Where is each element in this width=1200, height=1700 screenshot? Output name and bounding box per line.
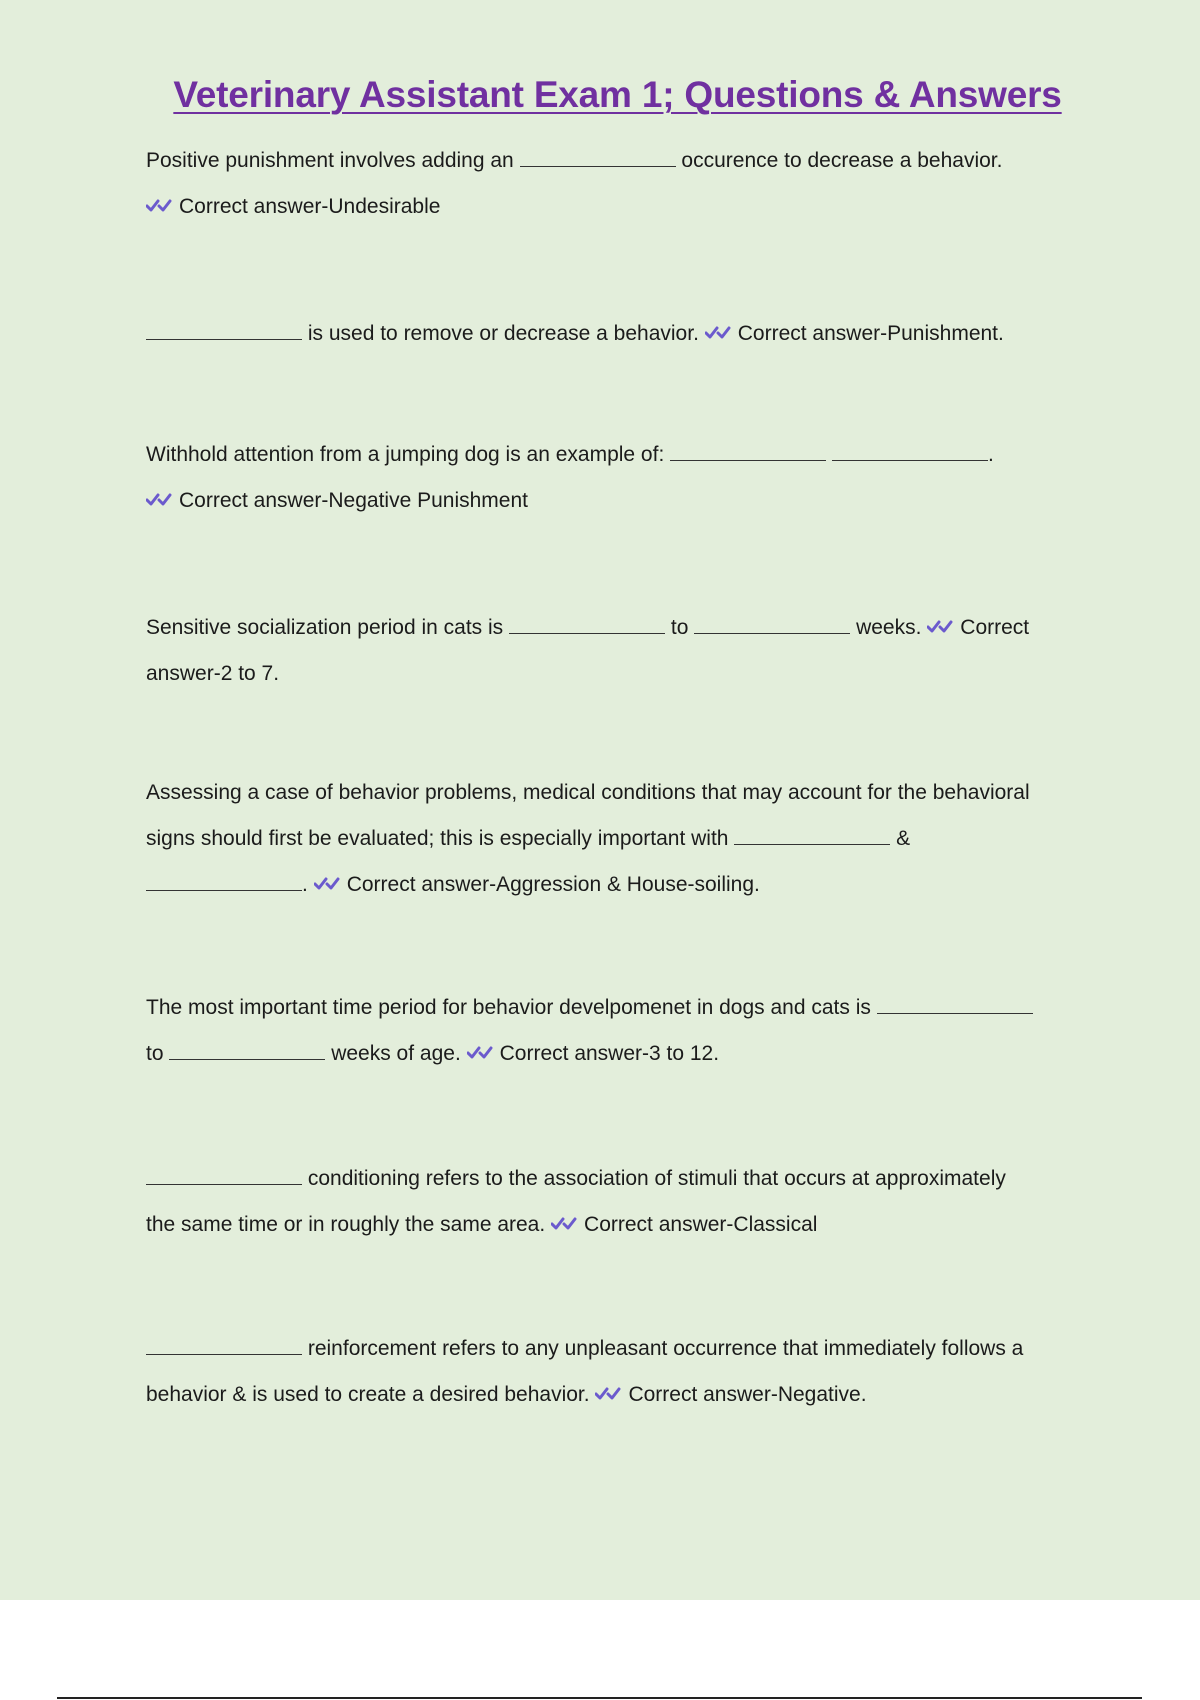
- qa-item-6: [146, 985, 1096, 1077]
- answer-text: Correct answer-Punishment.: [737, 322, 1004, 345]
- answer-line: [146, 478, 1096, 524]
- answer-blank: [832, 446, 988, 461]
- answer-text: Correct: [960, 616, 1030, 639]
- answer-blank: [169, 1045, 325, 1060]
- answer-line: [146, 1202, 1096, 1248]
- answer-line: [146, 651, 1096, 697]
- question-part: Positive punishment involves adding an: [146, 149, 514, 172]
- question-text: [146, 311, 1096, 357]
- question-part: .: [987, 443, 994, 466]
- answer-blank: [146, 876, 302, 891]
- question-part: reinforcement refers to any unpleasant occurrence that immediately follows a: [307, 1337, 1024, 1360]
- question-part: to: [146, 1042, 164, 1065]
- answer-text: Correct answer-Negative Punishment: [179, 489, 528, 512]
- qa-item-3: [146, 432, 1096, 524]
- double-check-icon: [551, 1215, 577, 1233]
- double-check-icon: [467, 1044, 493, 1062]
- answer-blank: [670, 446, 826, 461]
- answer-text: Correct answer-Negative.: [628, 1383, 867, 1406]
- question-part: signs should first be evaluated; this is especially important with: [146, 827, 729, 850]
- question-text: [146, 605, 1096, 651]
- question-text: [146, 1156, 1096, 1202]
- answer-blank: [694, 619, 850, 634]
- document-title: Veterinary Assistant Exam 1; Questions & Answers: [173, 74, 1062, 115]
- question-part: The most important time period for behavior develpomenet in dogs and cats is: [146, 996, 871, 1019]
- footer-divider: [57, 1697, 1142, 1699]
- answer-text: Correct answer-Undesirable: [179, 195, 441, 218]
- answer-blank: [146, 325, 302, 340]
- qa-item-1: [146, 138, 1096, 230]
- double-check-icon: [146, 491, 172, 509]
- answer-line: [146, 862, 1096, 908]
- question-part: the same time or in roughly the same area.: [146, 1213, 546, 1236]
- question-part: .: [302, 873, 308, 896]
- question-part: &: [896, 827, 911, 850]
- answer-text: Correct answer-Classical: [584, 1213, 818, 1236]
- qa-item-2: [146, 311, 1096, 357]
- question-part: occurence to decrease a behavior.: [681, 149, 1003, 172]
- qa-item-7: [146, 1156, 1096, 1248]
- double-check-icon: [314, 875, 340, 893]
- question-text: [146, 985, 1096, 1031]
- answer-text: answer-2 to 7.: [146, 662, 280, 685]
- question-part: weeks of age.: [331, 1042, 461, 1065]
- question-part: Assessing a case of behavior problems, medical conditions that may account for the behavioral: [146, 781, 1030, 804]
- answer-text: Correct answer-3 to 12.: [499, 1042, 720, 1065]
- question-text: [146, 816, 1096, 862]
- question-part: Withhold attention from a jumping dog is an example of:: [146, 443, 665, 466]
- answer-blank: [146, 1340, 302, 1355]
- answer-blank: [520, 152, 676, 167]
- double-check-icon: [705, 324, 731, 342]
- qa-item-8: [146, 1326, 1096, 1418]
- answer-blank: [734, 830, 890, 845]
- question-part: is used to remove or decrease a behavior.: [307, 322, 699, 345]
- qa-item-5: [146, 770, 1096, 908]
- question-text: [146, 1326, 1096, 1372]
- answer-blank: [509, 619, 665, 634]
- answer-blank: [146, 1170, 302, 1185]
- question-part: behavior & is used to create a desired behavior.: [146, 1383, 590, 1406]
- question-part: to: [670, 616, 689, 639]
- double-check-icon: [595, 1385, 621, 1403]
- question-part: conditioning refers to the association of stimuli that occurs at approximately: [307, 1167, 1006, 1190]
- answer-text: Correct answer-Aggression & House-soiling.: [346, 873, 760, 896]
- answer-line: [146, 1031, 1096, 1077]
- question-text: [146, 432, 1096, 478]
- question-part: weeks.: [856, 616, 922, 639]
- double-check-icon: [927, 618, 953, 636]
- double-check-icon: [146, 197, 172, 215]
- answer-line: [146, 184, 1096, 230]
- answer-line: [146, 1372, 1096, 1418]
- question-text: [146, 138, 1096, 184]
- question-text: [146, 770, 1096, 816]
- question-part: Sensitive socialization period in cats is: [146, 616, 504, 639]
- qa-item-4: [146, 605, 1096, 697]
- answer-blank: [877, 999, 1033, 1014]
